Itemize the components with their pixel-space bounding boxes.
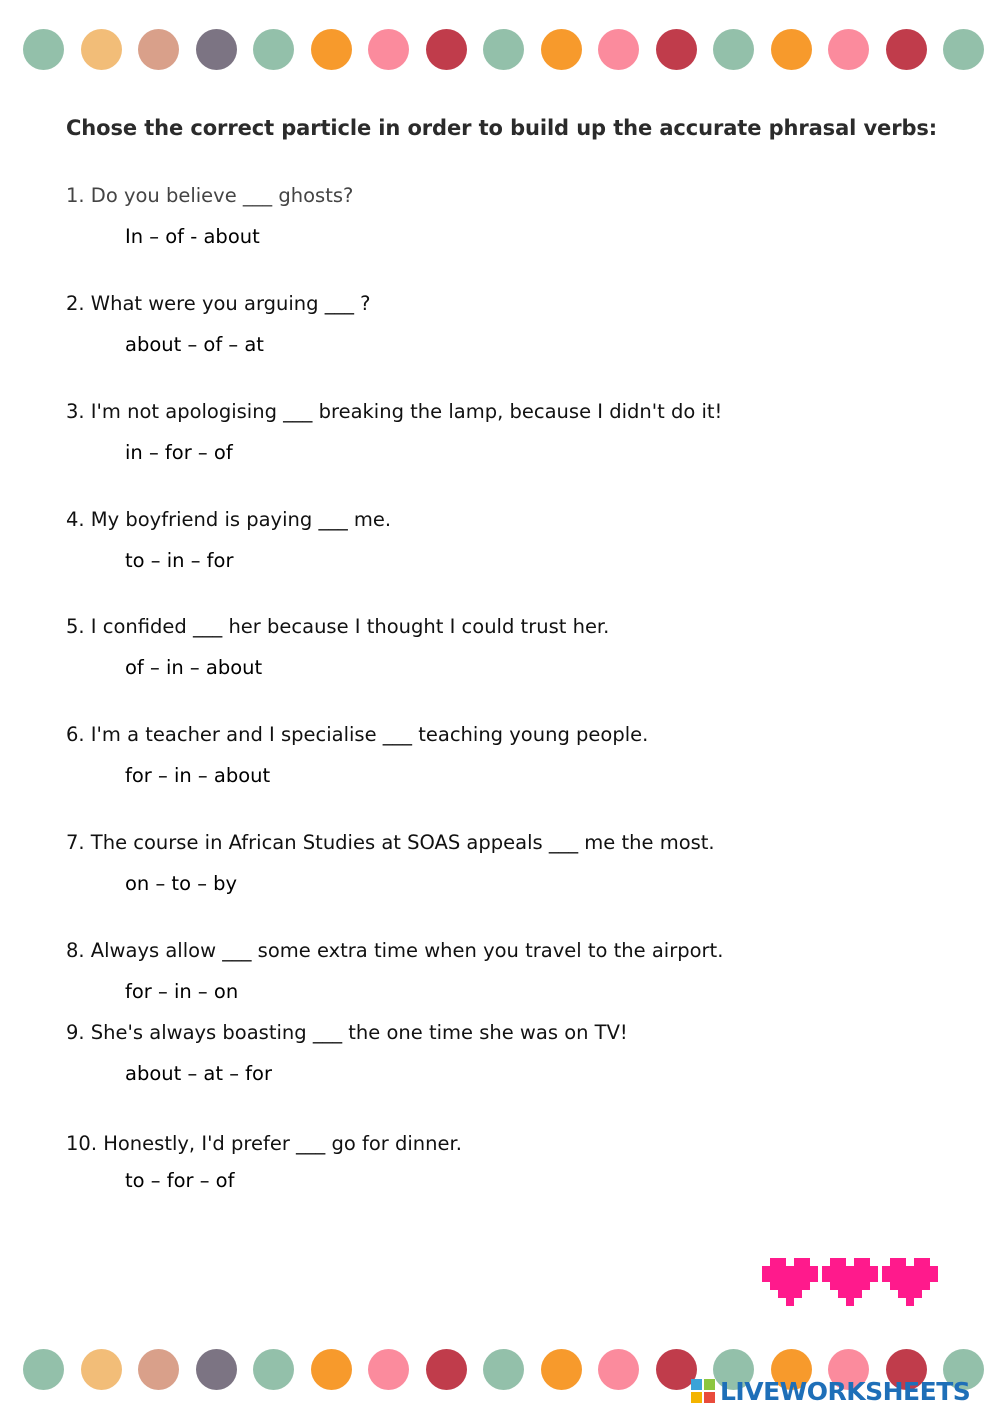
decorative-dot (196, 1349, 237, 1390)
decorative-dot (81, 1349, 122, 1390)
pixel-heart-icon (822, 1258, 878, 1306)
decorative-dot (656, 29, 697, 70)
question-9: 9. She's always boasting ___ the one time she was on TV! (66, 1021, 628, 1044)
worksheet-title: Chose the correct particle in order to build up the accurate phrasal verbs: (66, 116, 938, 140)
decorative-dot (541, 29, 582, 70)
options-10: to – for – of (125, 1169, 235, 1192)
decorative-dot (253, 1349, 294, 1390)
decorative-dot (886, 29, 927, 70)
top-dot-border (0, 29, 1000, 73)
decorative-dot (943, 29, 984, 70)
options-5: of – in – about (125, 656, 263, 679)
options-4: to – in – for (125, 549, 234, 572)
pixel-heart-icon (882, 1258, 938, 1306)
liveworksheets-logo (690, 1374, 970, 1408)
decorative-dot (483, 1349, 524, 1390)
decorative-dot (196, 29, 237, 70)
options-3: in – for – of (125, 441, 233, 464)
question-3: 3. I'm not apologising ___ breaking the lamp, because I didn't do it! (66, 400, 723, 423)
decorative-dot (483, 29, 524, 70)
options-9: about – at – for (125, 1062, 272, 1085)
decorative-dot (23, 29, 64, 70)
question-5: 5. I confided ___ her because I thought I could trust her. (66, 615, 610, 638)
decorative-dot (23, 1349, 64, 1390)
decorative-dot (368, 29, 409, 70)
decorative-dot (311, 29, 352, 70)
question-2: 2. What were you arguing ___ ? (66, 292, 371, 315)
question-8: 8. Always allow ___ some extra time when you travel to the airport. (66, 939, 724, 962)
hearts-decoration (762, 1256, 942, 1308)
options-1: In – of - about (125, 225, 260, 248)
decorative-dot (81, 29, 122, 70)
decorative-dot (713, 29, 754, 70)
decorative-dot (541, 1349, 582, 1390)
decorative-dot (138, 29, 179, 70)
question-1: 1. Do you believe ___ ghosts? (66, 184, 354, 207)
question-10: 10. Honestly, I'd prefer ___ go for dinner. (66, 1132, 462, 1155)
options-2: about – of – at (125, 333, 264, 356)
options-7: on – to – by (125, 872, 238, 895)
decorative-dot (598, 29, 639, 70)
decorative-dot (598, 1349, 639, 1390)
decorative-dot (253, 29, 294, 70)
logo-text: LIVEWORKSHEETS (720, 1376, 971, 1406)
question-7: 7. The course in African Studies at SOAS appeals ___ me the most. (66, 831, 715, 854)
logo-mark-icon (690, 1378, 716, 1404)
decorative-dot (368, 1349, 409, 1390)
question-4: 4. My boyfriend is paying ___ me. (66, 508, 392, 531)
options-8: for – in – on (125, 980, 239, 1003)
question-6: 6. I'm a teacher and I specialise ___ teaching young people. (66, 723, 649, 746)
options-6: for – in – about (125, 764, 271, 787)
pixel-heart-icon (762, 1258, 818, 1306)
decorative-dot (426, 1349, 467, 1390)
decorative-dot (426, 29, 467, 70)
decorative-dot (138, 1349, 179, 1390)
decorative-dot (311, 1349, 352, 1390)
decorative-dot (828, 29, 869, 70)
decorative-dot (771, 29, 812, 70)
